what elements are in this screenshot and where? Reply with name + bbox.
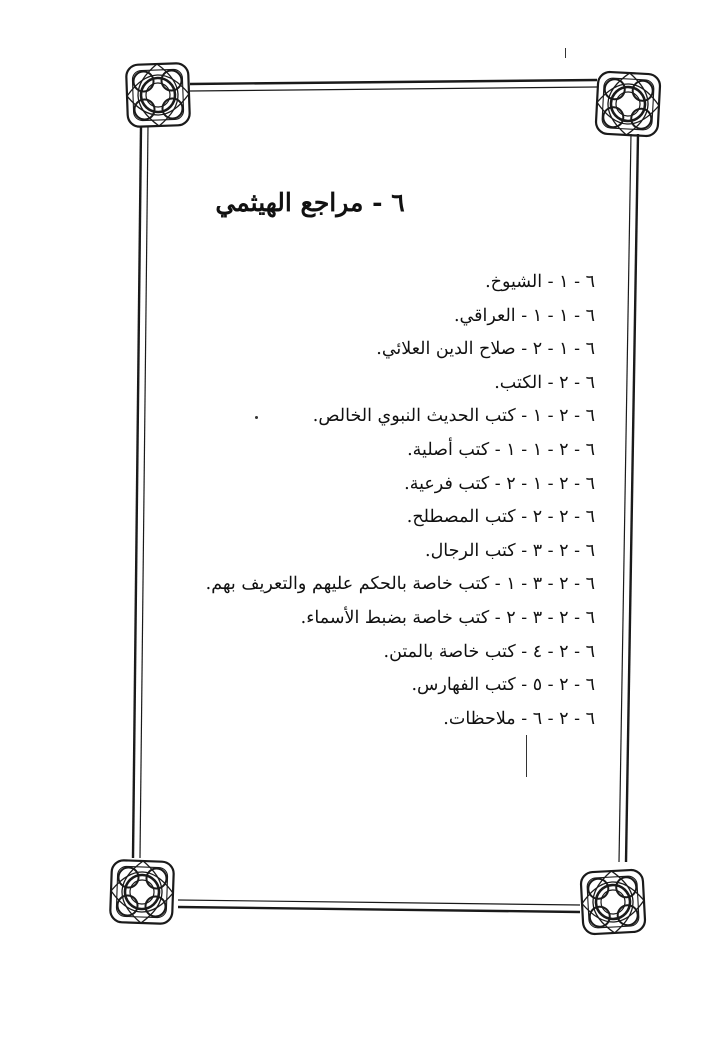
toc-entry: ٦ - ٢ - ٣ - ٢ - كتب خاصة بضبط الأسماء.: [300, 607, 595, 628]
toc-entry: ٦ - ١ - الشيوخ.: [485, 272, 595, 292]
knot-ornament-top-right: [595, 71, 660, 136]
section-title: ٦ - مراجع الهيثمي: [215, 188, 405, 217]
toc-entry: ٦ - ٢ - ٥ - كتب الفهارس.: [411, 675, 595, 696]
scan-mark: [255, 416, 258, 419]
toc-list: [150, 266, 595, 736]
toc-entry: ٦ - ٢ - ١ - ٢ - كتب فرعية.: [404, 473, 595, 494]
toc-entry: ٦ - ٢ - ٤ - كتب خاصة بالمتن.: [383, 641, 595, 662]
knot-ornament-bottom-left: [110, 860, 174, 924]
toc-entry: ٦ - ٢ - ٦ - ملاحظات.: [443, 708, 595, 729]
toc-entry: ٦ - ٢ - الكتب.: [494, 372, 595, 393]
toc-entry: ٦ - ٢ - ٣ - كتب الرجال.: [425, 540, 595, 561]
scan-mark: [565, 48, 566, 58]
knot-ornament-top-left: [126, 63, 190, 127]
toc-entry: ٦ - ٢ - ١ - كتب الحديث النبوي الخالص.: [312, 406, 595, 427]
toc-entry: ٦ - ٢ - ٢ - كتب المصطلح.: [406, 507, 595, 528]
toc-entry: ٦ - ١ - ٢ - صلاح الدين العلائي.: [376, 339, 595, 360]
scan-mark: [526, 735, 527, 777]
toc-entry: ٦ - ٢ - ١ - ١ - كتب أصلية.: [407, 439, 595, 460]
toc-entry: ٦ - ١ - ١ - العراقي.: [453, 305, 595, 326]
toc-entry: ٦ - ٢ - ٣ - ١ - كتب خاصة بالحكم عليهم والتعريف بهم.: [205, 574, 595, 595]
knot-ornament-bottom-right: [580, 869, 645, 934]
